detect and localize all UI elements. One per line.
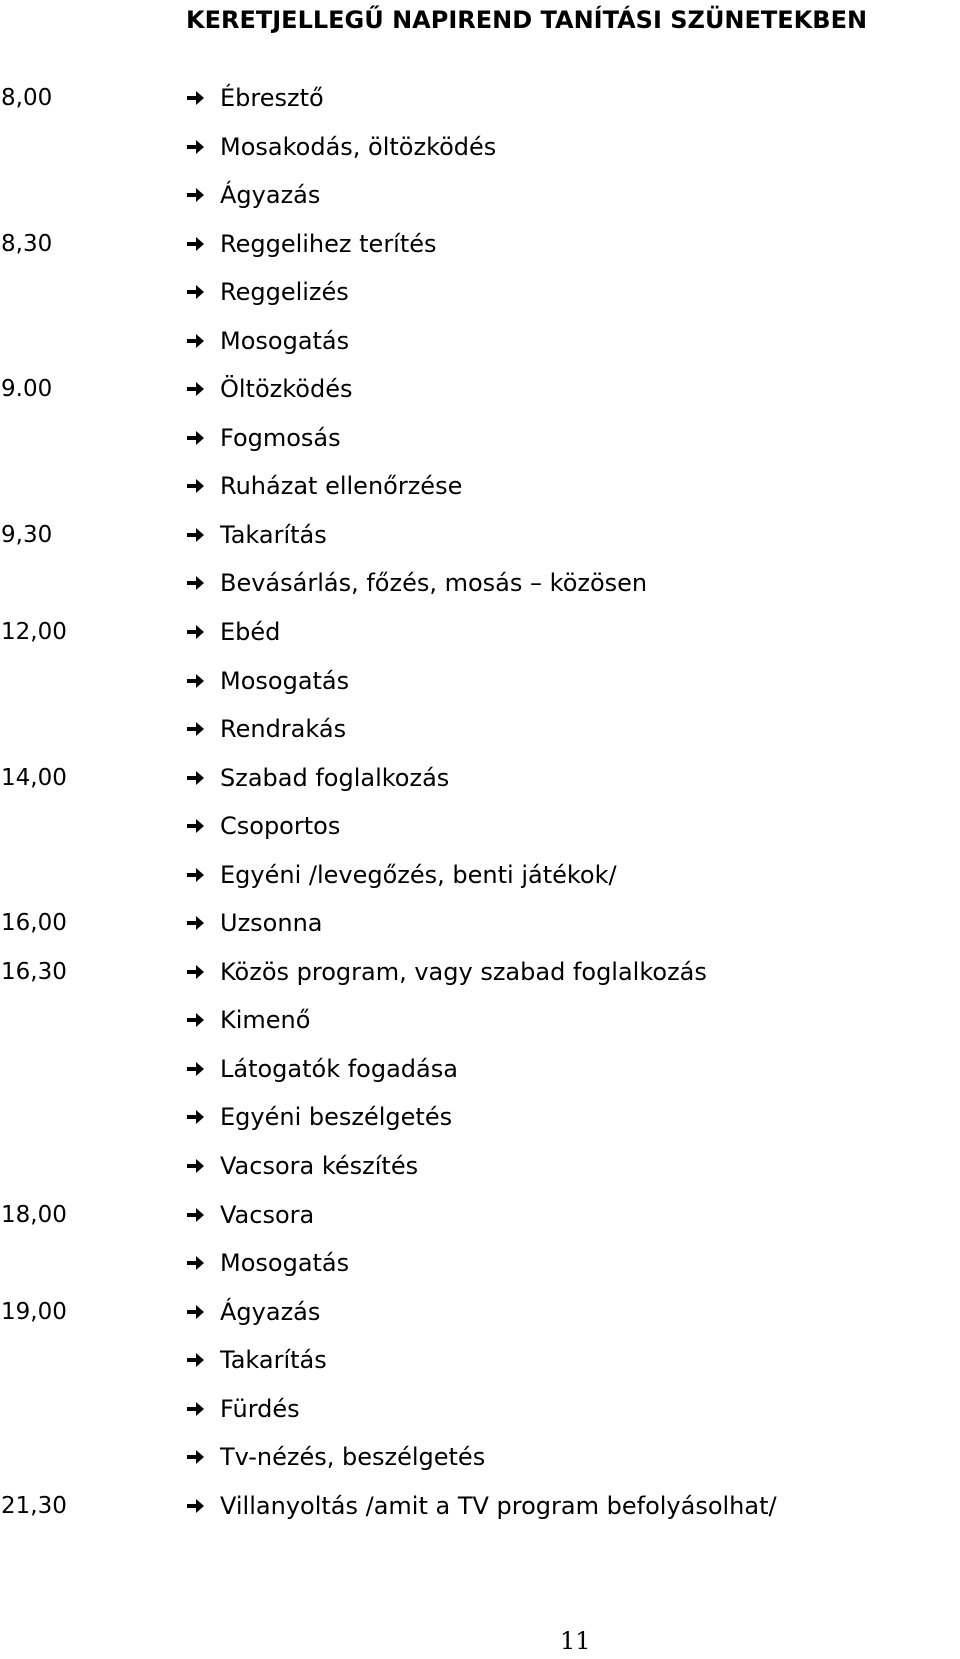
right-arrow-icon: [187, 657, 211, 706]
activity-label: Közös program, vagy szabad foglalkozás: [220, 957, 707, 986]
activity-label: Villanyoltás /amit a TV program befolyásolhat/: [220, 1491, 777, 1520]
schedule-row: [0, 1288, 960, 1337]
right-arrow-icon: [187, 268, 211, 317]
right-arrow-icon: [187, 1288, 211, 1337]
time-label: 9,30: [1, 521, 53, 548]
activity-label: Öltözködés: [220, 375, 353, 404]
schedule-row: [0, 1239, 960, 1288]
schedule-row: [0, 171, 960, 220]
activity-label: Uzsonna: [220, 909, 323, 938]
activity-label: Reggelihez terítés: [220, 229, 437, 258]
activity-label: Vacsora: [220, 1200, 315, 1229]
schedule-row: [0, 1093, 960, 1142]
right-arrow-icon: [187, 1191, 211, 1240]
activity-label: Bevásárlás, főzés, mosás – közösen: [220, 569, 648, 598]
schedule-row: [0, 365, 960, 414]
activity-label: Kimenő: [220, 1006, 311, 1035]
schedule-row: [0, 414, 960, 463]
right-arrow-icon: [187, 559, 211, 608]
schedule-row: [0, 1045, 960, 1094]
time-label: 16,00: [1, 910, 67, 937]
schedule-row: [0, 754, 960, 803]
activity-label: Mosakodás, öltözködés: [220, 132, 497, 161]
schedule-row: [0, 851, 960, 900]
right-arrow-icon: [187, 365, 211, 414]
right-arrow-icon: [187, 899, 211, 948]
right-arrow-icon: [187, 996, 211, 1045]
schedule-list: [0, 74, 960, 1530]
right-arrow-icon: [187, 608, 211, 657]
time-label: 18,00: [1, 1201, 67, 1228]
page-number: 11: [560, 1627, 591, 1655]
right-arrow-icon: [187, 317, 211, 366]
right-arrow-icon: [187, 1433, 211, 1482]
right-arrow-icon: [187, 1385, 211, 1434]
schedule-row: [0, 1433, 960, 1482]
schedule-row: [0, 1336, 960, 1385]
activity-label: Mosogatás: [220, 1249, 350, 1278]
right-arrow-icon: [187, 754, 211, 803]
time-label: 14,00: [1, 764, 67, 791]
time-label: 19,00: [1, 1298, 67, 1325]
time-label: 16,30: [1, 958, 67, 985]
time-label: 8,30: [1, 230, 53, 257]
right-arrow-icon: [187, 1239, 211, 1288]
right-arrow-icon: [187, 511, 211, 560]
schedule-row: [0, 705, 960, 754]
page-title: KERETJELLEGŰ NAPIREND TANÍTÁSI SZÜNETEKBEN: [186, 6, 868, 34]
schedule-row: [0, 996, 960, 1045]
time-label: 9.00: [1, 376, 53, 403]
schedule-row: [0, 657, 960, 706]
activity-label: Ágyazás: [220, 1297, 321, 1326]
activity-label: Egyéni beszélgetés: [220, 1103, 453, 1132]
right-arrow-icon: [187, 851, 211, 900]
schedule-row: [0, 608, 960, 657]
activity-label: Csoportos: [220, 812, 341, 841]
right-arrow-icon: [187, 1045, 211, 1094]
right-arrow-icon: [187, 462, 211, 511]
right-arrow-icon: [187, 1142, 211, 1191]
right-arrow-icon: [187, 220, 211, 269]
activity-label: Fürdés: [220, 1394, 300, 1423]
schedule-row: [0, 802, 960, 851]
right-arrow-icon: [187, 1482, 211, 1531]
activity-label: Fogmosás: [220, 423, 341, 452]
right-arrow-icon: [187, 1093, 211, 1142]
schedule-row: [0, 462, 960, 511]
right-arrow-icon: [187, 414, 211, 463]
right-arrow-icon: [187, 1336, 211, 1385]
activity-label: Ruházat ellenőrzése: [220, 472, 463, 501]
time-label: 8,00: [1, 85, 53, 111]
schedule-row: [0, 220, 960, 269]
activity-label: Ágyazás: [220, 181, 321, 210]
schedule-row: [0, 559, 960, 608]
schedule-row: [0, 899, 960, 948]
time-label: 12,00: [1, 619, 67, 646]
right-arrow-icon: [187, 948, 211, 997]
activity-label: Látogatók fogadása: [220, 1054, 458, 1083]
schedule-row: [0, 511, 960, 560]
schedule-row: [0, 268, 960, 317]
activity-label: Takarítás: [220, 1346, 327, 1375]
activity-label: Ebéd: [220, 618, 281, 647]
schedule-row: [0, 317, 960, 366]
activity-label: Mosogatás: [220, 666, 350, 695]
activity-label: Reggelizés: [220, 278, 349, 307]
activity-label: Rendrakás: [220, 715, 347, 744]
schedule-row: [0, 74, 960, 123]
schedule-row: [0, 1142, 960, 1191]
activity-label: Takarítás: [220, 520, 327, 549]
schedule-row: [0, 123, 960, 172]
activity-label: Tv-nézés, beszélgetés: [220, 1443, 486, 1472]
time-label: 21,30: [1, 1492, 67, 1519]
activity-label: Mosogatás: [220, 326, 350, 355]
right-arrow-icon: [187, 802, 211, 851]
activity-label: Szabad foglalkozás: [220, 763, 450, 792]
schedule-row: [0, 1482, 960, 1531]
schedule-row: [0, 1191, 960, 1240]
activity-label: Ébresztő: [220, 84, 324, 112]
activity-label: Egyéni /levegőzés, benti játékok/: [220, 860, 617, 889]
right-arrow-icon: [187, 705, 211, 754]
schedule-row: [0, 948, 960, 997]
right-arrow-icon: [187, 171, 211, 220]
right-arrow-icon: [187, 123, 211, 172]
schedule-row: [0, 1385, 960, 1434]
activity-label: Vacsora készítés: [220, 1152, 419, 1181]
right-arrow-icon: [187, 74, 211, 123]
